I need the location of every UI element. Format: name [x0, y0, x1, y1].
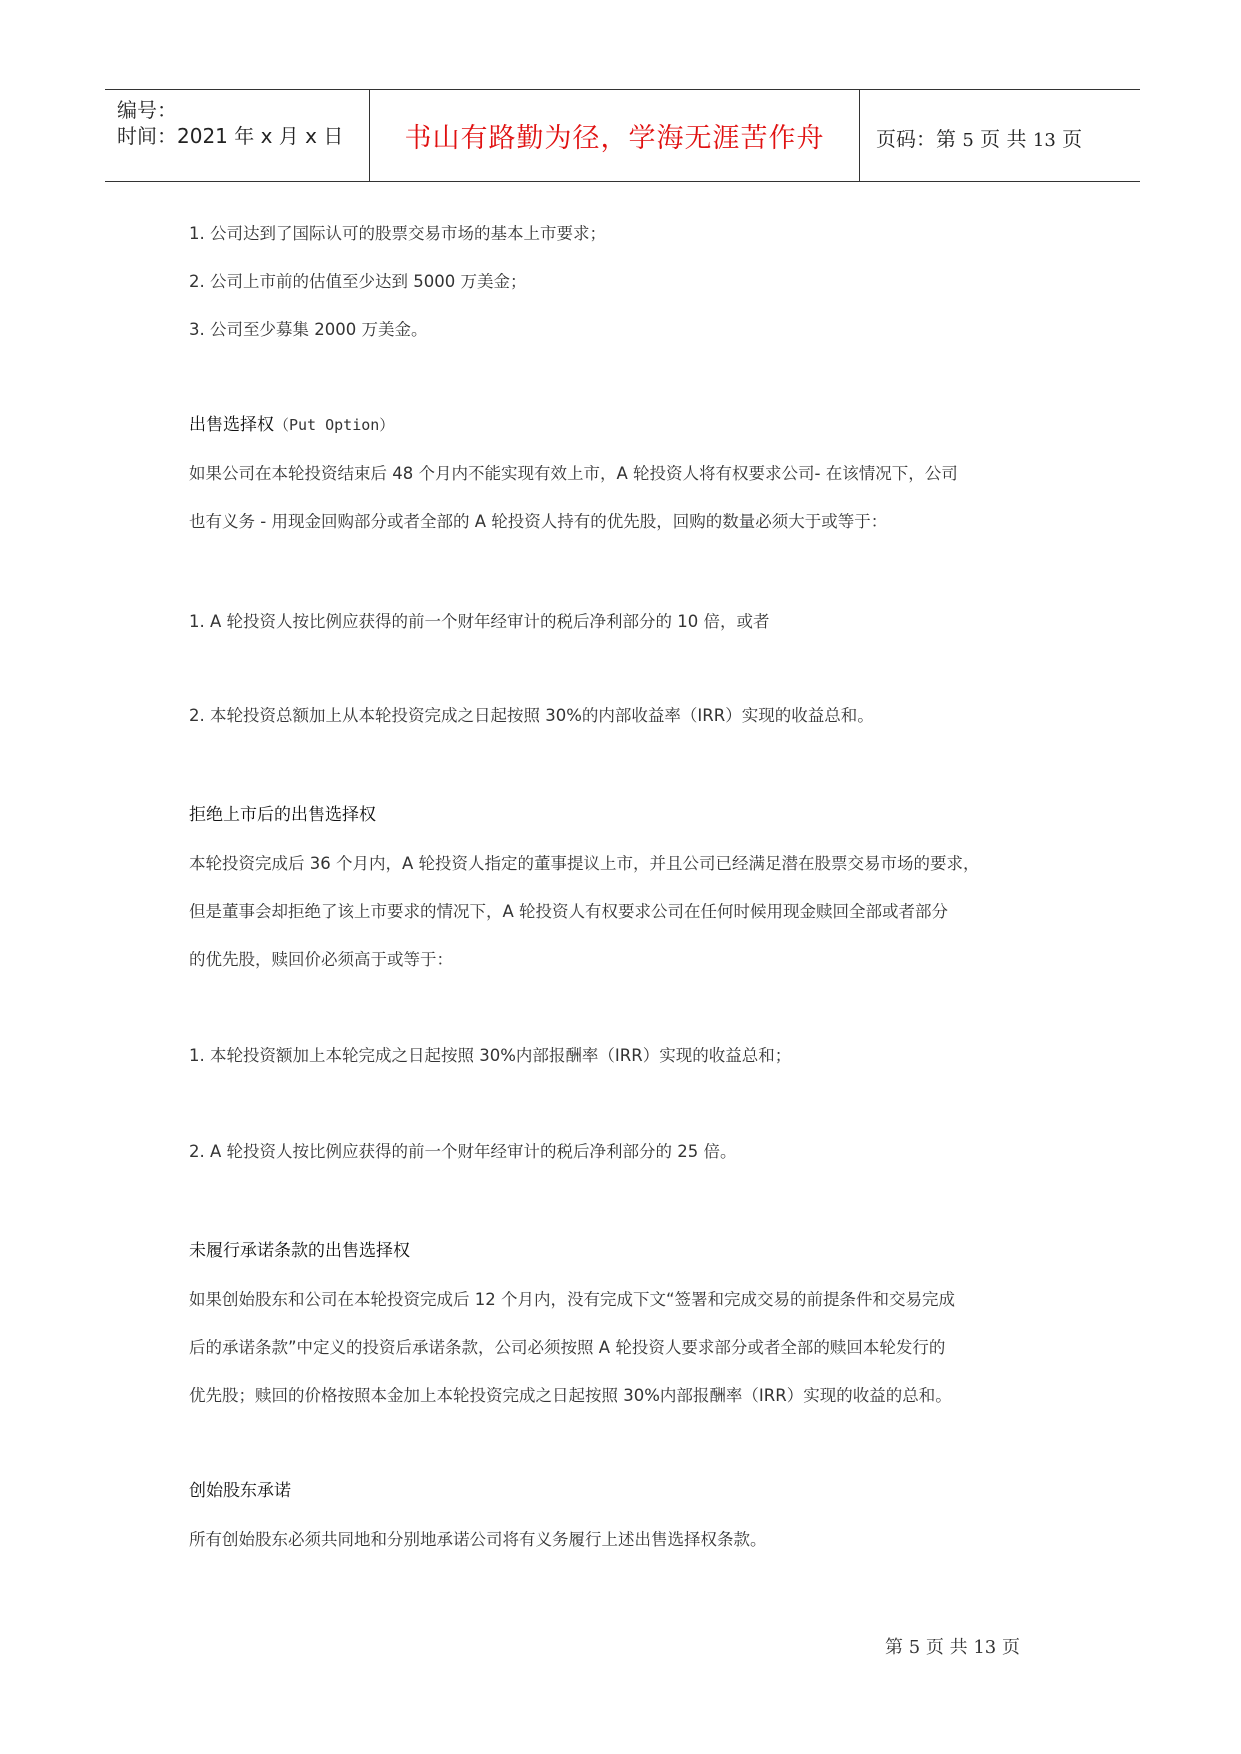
header-page-number [876, 123, 1082, 152]
header-middle-cell [370, 90, 860, 181]
paragraph-line: 所有创始股东必须共同地和分别地承诺公司将有义务履行上述出售选择权条款。 [189, 1530, 767, 1549]
page-mid: 页 共 [980, 127, 1027, 151]
section-heading-put-option [189, 410, 394, 435]
paragraph-line: 如果公司在本轮投资结束后 48 个月内不能实现有效上市，A 轮投资人将有权要求公司- 在该情况下，公司 [189, 464, 958, 483]
paragraph-line: 但是董事会却拒绝了该上市要求的情况下，A 轮投资人有权要求公司在任何时候用现金赎回全部或者部分 [189, 902, 949, 921]
list-item: 1. 公司达到了国际认可的股票交易市场的基本上市要求； [189, 224, 606, 243]
paragraph-line: 也有义务 - 用现金回购部分或者全部的 A 轮投资人持有的优先股，回购的数量必须大于或等于： [189, 512, 888, 531]
page-footer: 第 5 页 共 13 页 [885, 1637, 1020, 1658]
list-item: 2. A 轮投资人按比例应获得的前一个财年经审计的税后净利部分的 25 倍。 [189, 1142, 737, 1161]
section-heading-unfulfilled: 未履行承诺条款的出售选择权 [189, 1241, 410, 1261]
list-item: 1. 本轮投资额加上本轮完成之日起按照 30%内部报酬率（IRR）实现的收益总和； [189, 1046, 792, 1065]
section-heading-refuse-listing: 拒绝上市后的出售选择权 [189, 805, 376, 825]
header-left-cell [105, 90, 370, 181]
document-time-label: 时间：2021 年 x 月 x 日 [117, 124, 344, 148]
list-item: 2. 公司上市前的估值至少达到 5000 万美金； [189, 272, 527, 291]
list-item: 3. 公司至少募集 2000 万美金。 [189, 320, 428, 339]
paragraph-line: 优先股；赎回的价格按照本金加上本轮投资完成之日起按照 30%内部报酬率（IRR）实现的收益的总和。 [189, 1386, 952, 1405]
section-title: 出售选择权 [189, 415, 274, 435]
paragraph-line: 本轮投资完成后 36 个月内，A 轮投资人指定的董事提议上市，并且公司已经满足潜在股票交易市场的要求， [189, 854, 980, 873]
document-number-label: 编号： [117, 98, 177, 122]
header-right-cell [860, 90, 1140, 181]
list-item: 1. A 轮投资人按比例应获得的前一个财年经审计的税后净利部分的 10 倍，或者 [189, 612, 770, 631]
paragraph-line: 如果创始股东和公司在本轮投资完成后 12 个月内，没有完成下文“签署和完成交易的前提条件和交易完成 [189, 1290, 956, 1309]
header-motto: 书山有路勤为径，学海无涯苦作舟 [404, 123, 825, 154]
section-heading-founder: 创始股东承诺 [189, 1481, 291, 1501]
paragraph-line: 后的承诺条款”中定义的投资后承诺条款，公司必须按照 A 轮投资人要求部分或者全部的赎回本轮发行的 [189, 1338, 946, 1357]
page-prefix: 页码：第 [876, 127, 956, 151]
section-title-english: （Put Option） [274, 416, 395, 434]
page-suffix: 页 [1062, 127, 1083, 151]
list-item: 2. 本轮投资总额加上从本轮投资完成之日起按照 30%的内部收益率（IRR）实现的收益总和。 [189, 706, 874, 725]
paragraph-line: 的优先股，赎回价必须高于或等于： [189, 950, 453, 969]
page-current: 5 [962, 130, 974, 151]
page-total: 13 [1032, 130, 1056, 151]
page-header [105, 89, 1140, 182]
